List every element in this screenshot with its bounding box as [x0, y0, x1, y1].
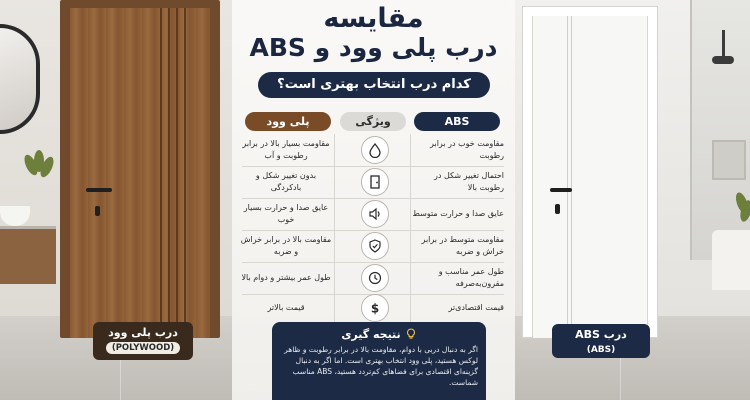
clock-icon	[361, 264, 389, 292]
abs-door-name: درب ABS	[575, 328, 627, 341]
title-line-1: مقایسه	[323, 3, 424, 34]
header-feature: ویژگی	[340, 112, 406, 131]
abs-cell: طول عمر مناسب و مقرون‌به‌صرفه	[438, 267, 504, 288]
polywood-door-sub: (POLYWOOD)	[106, 342, 180, 354]
comparison-row	[240, 230, 505, 262]
door-groove	[571, 16, 572, 338]
door-groove	[184, 8, 186, 338]
comparison-row	[240, 262, 505, 294]
door-lock-icon	[95, 206, 100, 216]
dollar-icon	[361, 294, 389, 322]
speaker-icon	[361, 200, 389, 228]
abs-cell: عایق صدا و حرارت متوسط	[412, 209, 504, 218]
polywood-cell: مقاومت بالا در برابر خراش و ضربه	[240, 235, 332, 256]
comparison-row	[240, 198, 505, 230]
bathtub	[712, 230, 750, 290]
abs-cell: مقاومت متوسط در برابر خراش و ضربه	[421, 235, 504, 256]
polywood-cell: مقاومت بسیار بالا در برابر رطوبت و آب	[242, 139, 330, 160]
header-abs: ABS	[414, 112, 500, 131]
shield-icon	[361, 232, 389, 260]
polywood-door	[70, 8, 210, 338]
door-groove	[160, 8, 162, 338]
conclusion-text: اگر به دنبال دربی با دوام، مقاومت بالا در برابر رطوبت و ظاهر لوکس هستید، پلی وود انتخاب بهتری است. اما اگر به دنبال گزینه‌ای اقتصادی برای فضاهای کم‌تردد هستید، ABS مناسب شماست.	[284, 345, 478, 387]
comparison-row	[240, 166, 505, 198]
shower-niche	[712, 140, 746, 180]
door-handle-icon	[86, 188, 112, 192]
door-groove	[168, 8, 170, 338]
question-banner: کدام درب انتخاب بهتری است؟	[258, 72, 490, 98]
conclusion-header	[272, 326, 486, 342]
abs-cell: قیمت اقتصادی‌تر	[448, 303, 504, 312]
abs-cell: مقاومت خوب در برابر رطوبت	[430, 139, 504, 160]
polywood-door-label	[93, 322, 193, 360]
door-icon	[361, 168, 389, 196]
water-drop-icon	[361, 136, 389, 164]
comparison-row	[240, 292, 505, 324]
vanity-cabinet	[0, 226, 56, 284]
polywood-cell: قیمت بالاتر	[267, 303, 305, 312]
shower-pipe	[722, 30, 725, 58]
polywood-cell: بدون تغییر شکل و بادکردگی	[255, 171, 317, 192]
abs-cell: احتمال تغییر شکل در رطوبت بالا	[433, 171, 504, 192]
plant-icon	[735, 190, 750, 230]
abs-door	[532, 16, 648, 338]
door-groove	[567, 16, 568, 338]
header-polywood: پلی وود	[245, 112, 331, 131]
lightbulb-icon	[405, 325, 417, 344]
polywood-door-name: درب پلی وود	[108, 326, 178, 339]
abs-door-label	[552, 324, 650, 358]
plant-icon	[20, 150, 56, 200]
conclusion-title: نتیجه گیری	[341, 327, 401, 341]
door-groove	[176, 8, 178, 338]
door-lock-icon	[555, 204, 560, 214]
svg-text:$: $	[370, 301, 380, 316]
conclusion-box	[272, 322, 486, 400]
shower-head-icon	[712, 56, 734, 64]
abs-door-sub: (ABS)	[586, 345, 616, 355]
door-handle-icon	[550, 188, 572, 192]
polywood-cell: عایق صدا و حرارت بسیار خوب	[243, 203, 329, 224]
comparison-row	[240, 134, 505, 166]
polywood-cell: طول عمر بیشتر و دوام بالا	[241, 273, 331, 282]
title-line-2: درب پلی وود و ABS	[249, 33, 498, 62]
